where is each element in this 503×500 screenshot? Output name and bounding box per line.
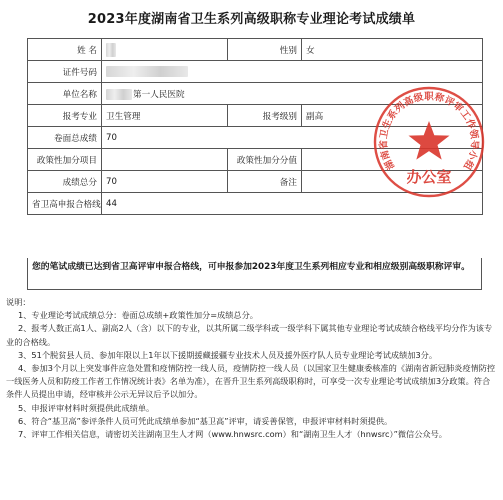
seal-arc-char: 列 xyxy=(392,100,408,115)
policy-score-label: 政策性加分分值 xyxy=(228,149,302,171)
seal-arc-char: 审 xyxy=(450,100,466,115)
level-label: 报考级别 xyxy=(228,105,302,127)
seal-arc-char: 省 xyxy=(378,139,390,150)
seal-arc-char: 湖 xyxy=(382,157,398,172)
notes-section xyxy=(6,296,496,441)
seal-arc-char: 高 xyxy=(402,94,416,109)
redacted-id-number xyxy=(106,66,188,77)
remark-label: 备注 xyxy=(228,171,302,193)
paper-score-value: 70 xyxy=(102,127,483,149)
name-label: 姓 名 xyxy=(28,39,102,61)
gender-label: 性别 xyxy=(228,39,302,61)
seal-arc-char: 卫 xyxy=(378,128,391,140)
seal-arc-char: 称 xyxy=(433,91,446,105)
row-pass-line xyxy=(28,193,483,215)
redacted-name xyxy=(106,43,116,57)
seal-arc-char: 生 xyxy=(380,117,395,131)
specialty-label: 报考专业 xyxy=(28,105,102,127)
pass-line-label: 省卫高申报合格线 xyxy=(28,193,102,215)
level-value: 副高 xyxy=(302,105,483,127)
policy-item-value xyxy=(102,149,228,171)
note-item: 7、评审工作相关信息，请密切关注湖南卫生人才网（www.hnwsrc.com）和“湖南卫生人才（hnwsrc）”微信公众号。 xyxy=(18,429,447,440)
total-score-label: 成绩总分 xyxy=(28,171,102,193)
eligibility-notice: 您的笔试成绩已达到省卫高评审申报合格线，可申报参加2023年度卫生系列相应专业和相应级别高级职称评审。 xyxy=(27,258,482,290)
row-id xyxy=(28,61,483,83)
seal-arc-char: 职 xyxy=(424,91,434,103)
seal-arc-char: 系 xyxy=(385,108,401,123)
note-item: 6、符合“基卫高”参评条件人员可凭此成绩单参加“基卫高”评审，请妥善保管，申报评审材料时须提供。 xyxy=(18,415,393,426)
seal-arc-char: 南 xyxy=(379,148,393,162)
row-unit xyxy=(28,83,483,105)
pass-line-value: 44 xyxy=(102,193,483,215)
row-policy xyxy=(28,149,483,171)
policy-score-value xyxy=(302,149,483,171)
note-item: 2、报考人数正高1人、副高2人（含）以下的专业，以其所属二级学科或一级学科下属其他专业理论考试成绩合格线平均分作为该专业的合格线。 xyxy=(6,323,493,347)
row-name xyxy=(28,39,483,61)
policy-item-label: 政策性加分项目 xyxy=(28,149,102,171)
seal-arc-char: 小 xyxy=(465,148,479,162)
row-paper-score xyxy=(28,127,483,149)
seal-arc-char: 组 xyxy=(460,157,476,172)
note-item: 3、51个脱贫县人员、参加年限以上1年以下援期援藏援疆专业技术人员及援外医疗队人员专业理论考试成绩加3分。 xyxy=(18,349,438,360)
note-item: 4、参加3个月以上突发事件应急处置和疫情防控一线人员，疫情防控一线人员（以国家卫生健康委核准的《湖南省新冠肺炎疫情防控一线医务人员和防疫工作者工作情况统计表》名单为准），在晋升卫生系列高级职称时，可享受一次专业理论考试成绩加3分政策。符合条件人员提出申请，经审核并公示无异议后予以加分。 xyxy=(6,363,496,400)
note-item: 1、专业理论考试成绩总分：卷面总成绩+政策性加分=成绩总分。 xyxy=(18,310,258,321)
seal-arc-char: 导 xyxy=(468,139,480,150)
redacted-unit-prefix xyxy=(106,89,132,100)
row-specialty xyxy=(28,105,483,127)
note-item: 5、申报评审材料时须提供此成绩单。 xyxy=(18,402,155,413)
seal-arc-char: 领 xyxy=(467,128,480,140)
seal-arc-char: 评 xyxy=(442,94,456,109)
seal-arc-char: 级 xyxy=(412,91,425,105)
seal-office-text: 办公室 xyxy=(406,168,452,186)
id-label: 证件号码 xyxy=(28,61,102,83)
gender-value: 女 xyxy=(302,39,483,61)
seal-arc-char: 工 xyxy=(457,108,473,123)
score-table xyxy=(27,38,483,215)
notes-heading: 说明： xyxy=(6,297,31,307)
paper-score-label: 卷面总成绩 xyxy=(28,127,102,149)
row-total xyxy=(28,171,483,193)
remark-value xyxy=(302,171,483,193)
total-score-value: 70 xyxy=(102,171,228,193)
unit-value: 第一人民医院 xyxy=(133,89,185,100)
specialty-value: 卫生管理 xyxy=(102,105,228,127)
page-title: 2023年度湖南省卫生系列高级职称专业理论考试成绩单 xyxy=(87,12,416,27)
unit-label: 单位名称 xyxy=(28,83,102,105)
seal-arc-char: 作 xyxy=(463,117,478,131)
